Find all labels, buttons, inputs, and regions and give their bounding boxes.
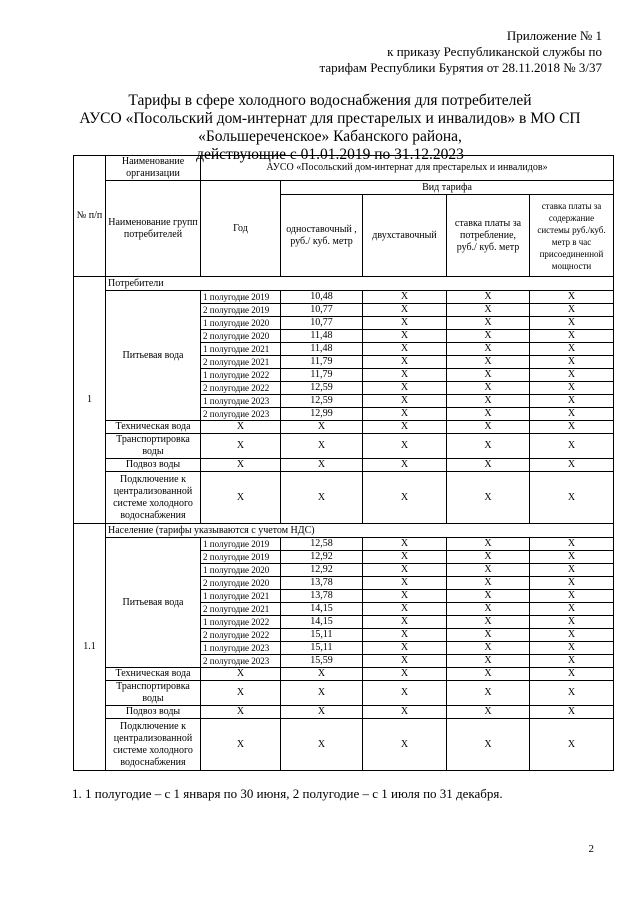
connection-label: Подключение к централизованной системе холодного водоснабжения: [106, 719, 201, 771]
not-applicable-mark: X: [530, 603, 614, 616]
drinking-water-label: Питьевая вода: [106, 538, 201, 668]
page-number: 2: [588, 843, 594, 855]
order-line: к приказу Республиканской службы по: [387, 44, 602, 59]
not-applicable-mark: X: [363, 330, 447, 343]
document-title: [70, 92, 590, 164]
not-applicable-mark: X: [201, 681, 281, 706]
not-applicable-mark: X: [530, 382, 614, 395]
not-applicable-mark: X: [363, 706, 447, 719]
not-applicable-mark: X: [363, 434, 447, 459]
not-applicable-mark: X: [201, 706, 281, 719]
not-applicable-mark: X: [281, 434, 363, 459]
period-cell: 1 полугодие 2019: [201, 291, 281, 304]
not-applicable-mark: X: [530, 421, 614, 434]
not-applicable-mark: X: [530, 538, 614, 551]
not-applicable-mark: X: [201, 421, 281, 434]
not-applicable-mark: X: [530, 655, 614, 668]
header-maintenance-rate: ставка платы за содержание системы руб./куб. метр в час присоединенной мощности: [530, 195, 614, 277]
not-applicable-mark: X: [201, 459, 281, 472]
period-cell: 2 полугодие 2020: [201, 330, 281, 343]
transport-water-label: Транспортировка воды: [106, 434, 201, 459]
not-applicable-mark: X: [363, 369, 447, 382]
not-applicable-mark: X: [363, 291, 447, 304]
not-applicable-mark: X: [447, 577, 530, 590]
not-applicable-mark: X: [447, 681, 530, 706]
not-applicable-mark: X: [530, 330, 614, 343]
single-rate-value: 15,11: [281, 629, 363, 642]
not-applicable-mark: X: [363, 472, 447, 524]
tariff-table: [73, 155, 614, 771]
connection-label: Подключение к централизованной системе холодного водоснабжения: [106, 472, 201, 524]
water-delivery-label: Подвоз воды: [106, 459, 201, 472]
not-applicable-mark: X: [447, 434, 530, 459]
period-cell: 2 полугодие 2023: [201, 655, 281, 668]
not-applicable-mark: X: [530, 343, 614, 356]
not-applicable-mark: X: [530, 408, 614, 421]
not-applicable-mark: X: [363, 395, 447, 408]
single-rate-value: 11,48: [281, 343, 363, 356]
single-rate-value: 11,79: [281, 369, 363, 382]
not-applicable-mark: X: [363, 564, 447, 577]
single-rate-value: 13,78: [281, 590, 363, 603]
not-applicable-mark: X: [530, 681, 614, 706]
technical-water-label: Техническая вода: [106, 421, 201, 434]
not-applicable-mark: X: [363, 719, 447, 771]
not-applicable-mark: X: [447, 719, 530, 771]
period-cell: 1 полугодие 2021: [201, 343, 281, 356]
not-applicable-mark: X: [530, 564, 614, 577]
not-applicable-mark: X: [363, 590, 447, 603]
not-applicable-mark: X: [447, 421, 530, 434]
not-applicable-mark: X: [530, 304, 614, 317]
not-applicable-mark: X: [363, 642, 447, 655]
not-applicable-mark: X: [530, 629, 614, 642]
not-applicable-mark: X: [363, 538, 447, 551]
not-applicable-mark: X: [530, 369, 614, 382]
not-applicable-mark: X: [447, 642, 530, 655]
single-rate-value: 13,78: [281, 577, 363, 590]
not-applicable-mark: X: [447, 369, 530, 382]
technical-water-label: Техническая вода: [106, 668, 201, 681]
order-date-line: тарифам Республики Бурятия от 28.11.2018 № 3/37: [319, 60, 602, 75]
not-applicable-mark: X: [281, 421, 363, 434]
period-cell: 1 полугодие 2022: [201, 616, 281, 629]
not-applicable-mark: X: [530, 616, 614, 629]
appendix-label: Приложение № 1: [506, 28, 602, 43]
not-applicable-mark: X: [363, 459, 447, 472]
single-rate-value: 10,77: [281, 317, 363, 330]
not-applicable-mark: X: [363, 603, 447, 616]
not-applicable-mark: X: [447, 356, 530, 369]
row-number: 1: [74, 277, 106, 524]
not-applicable-mark: X: [363, 616, 447, 629]
not-applicable-mark: X: [530, 642, 614, 655]
not-applicable-mark: X: [363, 577, 447, 590]
single-rate-value: 12,92: [281, 564, 363, 577]
footnote: 1. 1 полугодие – с 1 января по 30 июня, 2 полугодие – с 1 июля по 31 декабря.: [72, 786, 503, 801]
single-rate-value: 10,48: [281, 291, 363, 304]
not-applicable-mark: X: [201, 719, 281, 771]
title-line: АУСО «Посольский дом-интернат для престарелых и инвалидов» в МО СП: [79, 110, 581, 127]
single-rate-value: 15,59: [281, 655, 363, 668]
period-cell: 1 полугодие 2023: [201, 395, 281, 408]
single-rate-value: 12,92: [281, 551, 363, 564]
not-applicable-mark: X: [447, 590, 530, 603]
not-applicable-mark: X: [447, 472, 530, 524]
not-applicable-mark: X: [447, 408, 530, 421]
not-applicable-mark: X: [447, 538, 530, 551]
not-applicable-mark: X: [530, 356, 614, 369]
not-applicable-mark: X: [201, 472, 281, 524]
not-applicable-mark: X: [530, 668, 614, 681]
row-number: 1.1: [74, 524, 106, 771]
not-applicable-mark: X: [363, 668, 447, 681]
header-single-rate: одноставочный , руб./ куб. метр: [281, 195, 363, 277]
not-applicable-mark: X: [530, 459, 614, 472]
period-cell: 2 полугодие 2021: [201, 603, 281, 616]
not-applicable-mark: X: [281, 472, 363, 524]
not-applicable-mark: X: [363, 343, 447, 356]
not-applicable-mark: X: [530, 706, 614, 719]
not-applicable-mark: X: [530, 577, 614, 590]
single-rate-value: 15,11: [281, 642, 363, 655]
single-rate-value: 12,99: [281, 408, 363, 421]
not-applicable-mark: X: [281, 681, 363, 706]
not-applicable-mark: X: [530, 590, 614, 603]
organization-name: АУСО «Посольский дом-интернат для престарелых и инвалидов»: [201, 156, 614, 181]
not-applicable-mark: X: [447, 564, 530, 577]
header-consumer-groups: Наименование групп потребителей: [106, 181, 201, 277]
not-applicable-mark: X: [363, 304, 447, 317]
not-applicable-mark: X: [281, 459, 363, 472]
not-applicable-mark: X: [530, 434, 614, 459]
not-applicable-mark: X: [447, 551, 530, 564]
not-applicable-mark: X: [530, 395, 614, 408]
single-rate-value: 11,79: [281, 356, 363, 369]
period-cell: 1 полугодие 2020: [201, 317, 281, 330]
not-applicable-mark: X: [281, 719, 363, 771]
not-applicable-mark: X: [281, 706, 363, 719]
not-applicable-mark: X: [447, 330, 530, 343]
period-cell: 2 полугодие 2019: [201, 304, 281, 317]
not-applicable-mark: X: [447, 629, 530, 642]
not-applicable-mark: X: [447, 317, 530, 330]
header-consumption-rate: ставка платы за потребление, руб./ куб. метр: [447, 195, 530, 277]
not-applicable-mark: X: [447, 603, 530, 616]
period-cell: 2 полугодие 2021: [201, 356, 281, 369]
period-cell: 1 полугодие 2020: [201, 564, 281, 577]
not-applicable-mark: X: [201, 434, 281, 459]
single-rate-value: 11,48: [281, 330, 363, 343]
not-applicable-mark: X: [363, 551, 447, 564]
not-applicable-mark: X: [363, 356, 447, 369]
header-number: № п/п: [74, 156, 106, 277]
not-applicable-mark: X: [447, 655, 530, 668]
not-applicable-mark: X: [363, 421, 447, 434]
period-cell: 1 полугодие 2023: [201, 642, 281, 655]
not-applicable-mark: X: [363, 408, 447, 421]
header-organization: Наименование организации: [106, 156, 201, 181]
period-cell: 1 полугодие 2021: [201, 590, 281, 603]
not-applicable-mark: X: [201, 668, 281, 681]
not-applicable-mark: X: [447, 343, 530, 356]
not-applicable-mark: X: [363, 681, 447, 706]
not-applicable-mark: X: [530, 291, 614, 304]
title-line: «Большереченское» Кабанского района,: [198, 128, 462, 145]
section-label: Потребители: [106, 277, 614, 291]
not-applicable-mark: X: [530, 317, 614, 330]
not-applicable-mark: X: [447, 459, 530, 472]
not-applicable-mark: X: [447, 395, 530, 408]
header-two-rate: двухставочный: [363, 195, 447, 277]
title-line: действующие с 01.01.2019 по 31.12.2023: [196, 146, 464, 163]
period-cell: 2 полугодие 2022: [201, 382, 281, 395]
order-reference: [320, 28, 602, 76]
single-rate-value: 10,77: [281, 304, 363, 317]
single-rate-value: 12,59: [281, 382, 363, 395]
not-applicable-mark: X: [363, 629, 447, 642]
not-applicable-mark: X: [447, 668, 530, 681]
single-rate-value: 12,58: [281, 538, 363, 551]
not-applicable-mark: X: [281, 668, 363, 681]
header-tariff-type: Вид тарифа: [281, 181, 614, 195]
single-rate-value: 14,15: [281, 603, 363, 616]
not-applicable-mark: X: [530, 472, 614, 524]
period-cell: 1 полугодие 2019: [201, 538, 281, 551]
not-applicable-mark: X: [447, 382, 530, 395]
period-cell: 2 полугодие 2020: [201, 577, 281, 590]
single-rate-value: 12,59: [281, 395, 363, 408]
not-applicable-mark: X: [530, 719, 614, 771]
drinking-water-label: Питьевая вода: [106, 291, 201, 421]
not-applicable-mark: X: [363, 382, 447, 395]
single-rate-value: 14,15: [281, 616, 363, 629]
water-delivery-label: Подвоз воды: [106, 706, 201, 719]
period-cell: 1 полугодие 2022: [201, 369, 281, 382]
header-year: Год: [201, 181, 281, 277]
not-applicable-mark: X: [530, 551, 614, 564]
title-line: Тарифы в сфере холодного водоснабжения для потребителей: [128, 92, 532, 109]
section-label: Население (тарифы указываются с учетом НДС): [106, 524, 614, 538]
not-applicable-mark: X: [363, 655, 447, 668]
period-cell: 2 полугодие 2022: [201, 629, 281, 642]
period-cell: 2 полугодие 2023: [201, 408, 281, 421]
not-applicable-mark: X: [363, 317, 447, 330]
not-applicable-mark: X: [447, 616, 530, 629]
not-applicable-mark: X: [447, 304, 530, 317]
not-applicable-mark: X: [447, 706, 530, 719]
transport-water-label: Транспортировка воды: [106, 681, 201, 706]
not-applicable-mark: X: [447, 291, 530, 304]
period-cell: 2 полугодие 2019: [201, 551, 281, 564]
